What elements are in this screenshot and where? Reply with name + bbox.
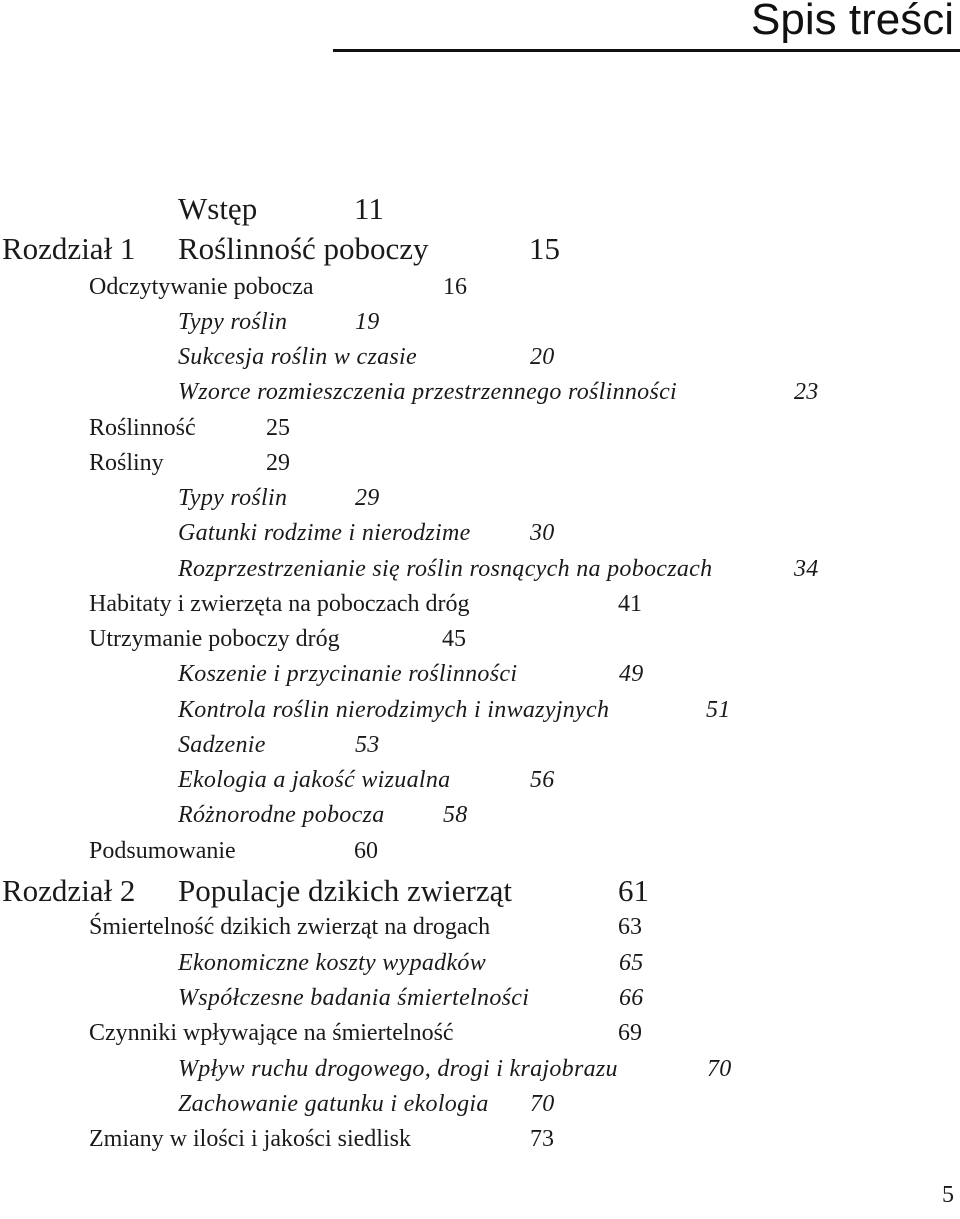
toc-entry-title: Ekologia a jakość wizualna xyxy=(178,767,451,793)
toc-entry-title: Podsumowanie xyxy=(89,838,236,864)
toc-entry-page: 34 xyxy=(794,556,819,582)
toc-entry-page: 30 xyxy=(530,520,555,546)
header-rule xyxy=(333,49,960,52)
toc-entry-page: 66 xyxy=(619,985,644,1011)
toc-entry-title: Sadzenie xyxy=(178,732,266,758)
toc-entry-title: Utrzymanie poboczy dróg xyxy=(89,626,340,652)
toc-entry-title: Wpływ ruchu drogowego, drogi i krajobrazu xyxy=(178,1056,618,1082)
toc-chapter-2-title: Populacje dzikich zwierząt xyxy=(178,873,512,908)
toc-entry-page: 29 xyxy=(355,485,380,511)
toc-chapter-1-page: 15 xyxy=(529,231,560,266)
toc-entry-title: Rozprzestrzenianie się roślin rosnących na poboczach xyxy=(178,556,713,582)
toc-entry-page: 20 xyxy=(530,344,555,370)
toc-entry-page: 19 xyxy=(355,309,380,335)
toc-entry-page: 56 xyxy=(530,767,555,793)
toc-entry-page: 53 xyxy=(355,732,380,758)
toc-intro-page: 11 xyxy=(354,191,384,226)
toc-entry-page: 69 xyxy=(618,1020,642,1046)
toc-entry-title: Śmiertelność dzikich zwierząt na drogach xyxy=(89,914,491,940)
toc-entry-page: 70 xyxy=(707,1056,732,1082)
toc-entry-title: Wzorce rozmieszczenia przestrzennego roślinności xyxy=(178,379,678,405)
toc-entry-title: Ekonomiczne koszty wypadków xyxy=(178,950,487,976)
toc-entry-page: 45 xyxy=(442,626,466,652)
toc-entry-page: 73 xyxy=(530,1126,554,1152)
toc-entry-page: 65 xyxy=(619,950,644,976)
toc-chapter-2-page: 61 xyxy=(618,873,649,908)
toc-entry-title: Czynniki wpływające na śmiertelność xyxy=(89,1020,454,1046)
toc-chapter-1-label: Rozdział 1 xyxy=(2,231,136,266)
toc-entry-page: 70 xyxy=(530,1091,555,1117)
toc-chapter-1-title: Roślinność poboczy xyxy=(178,231,429,266)
toc-entry-page: 41 xyxy=(618,591,642,617)
toc-entry-title: Sukcesja roślin w czasie xyxy=(178,344,417,370)
toc-entry-page: 23 xyxy=(794,379,819,405)
toc-intro-title: Wstęp xyxy=(178,191,258,226)
toc-entry-title: Różnorodne pobocza xyxy=(178,802,385,828)
toc-entry-title: Typy roślin xyxy=(178,309,288,335)
toc-entry-title: Kontrola roślin nierodzimych i inwazyjnych xyxy=(178,697,610,723)
toc-chapter-2-label: Rozdział 2 xyxy=(2,873,136,908)
toc-entry-title: Typy roślin xyxy=(178,485,288,511)
toc-entry-page: 60 xyxy=(354,838,378,864)
toc-entry-title: Odczytywanie pobocza xyxy=(89,274,314,300)
toc-entry-page: 51 xyxy=(706,697,731,723)
toc-entry-title: Roślinność xyxy=(89,415,196,441)
toc-entry-title: Rośliny xyxy=(89,450,164,476)
toc-entry-title: Zachowanie gatunku i ekologia xyxy=(178,1091,489,1117)
toc-entry-page: 49 xyxy=(619,661,644,687)
toc-entry-page: 63 xyxy=(618,914,642,940)
toc-entry-title: Współczesne badania śmiertelności xyxy=(178,985,530,1011)
page-header-title: Spis treści xyxy=(751,0,954,44)
toc-entry-page: 58 xyxy=(443,802,468,828)
toc-entry-title: Koszenie i przycinanie roślinności xyxy=(178,661,518,687)
toc-entry-page: 25 xyxy=(266,415,290,441)
toc-entry-title: Gatunki rodzime i nierodzime xyxy=(178,520,471,546)
page-number: 5 xyxy=(942,1182,954,1208)
toc-entry-title: Zmiany w ilości i jakości siedlisk xyxy=(89,1126,411,1152)
toc-entry-page: 16 xyxy=(443,274,467,300)
toc-entry-page: 29 xyxy=(266,450,290,476)
toc-entry-title: Habitaty i zwierzęta na poboczach dróg xyxy=(89,591,470,617)
